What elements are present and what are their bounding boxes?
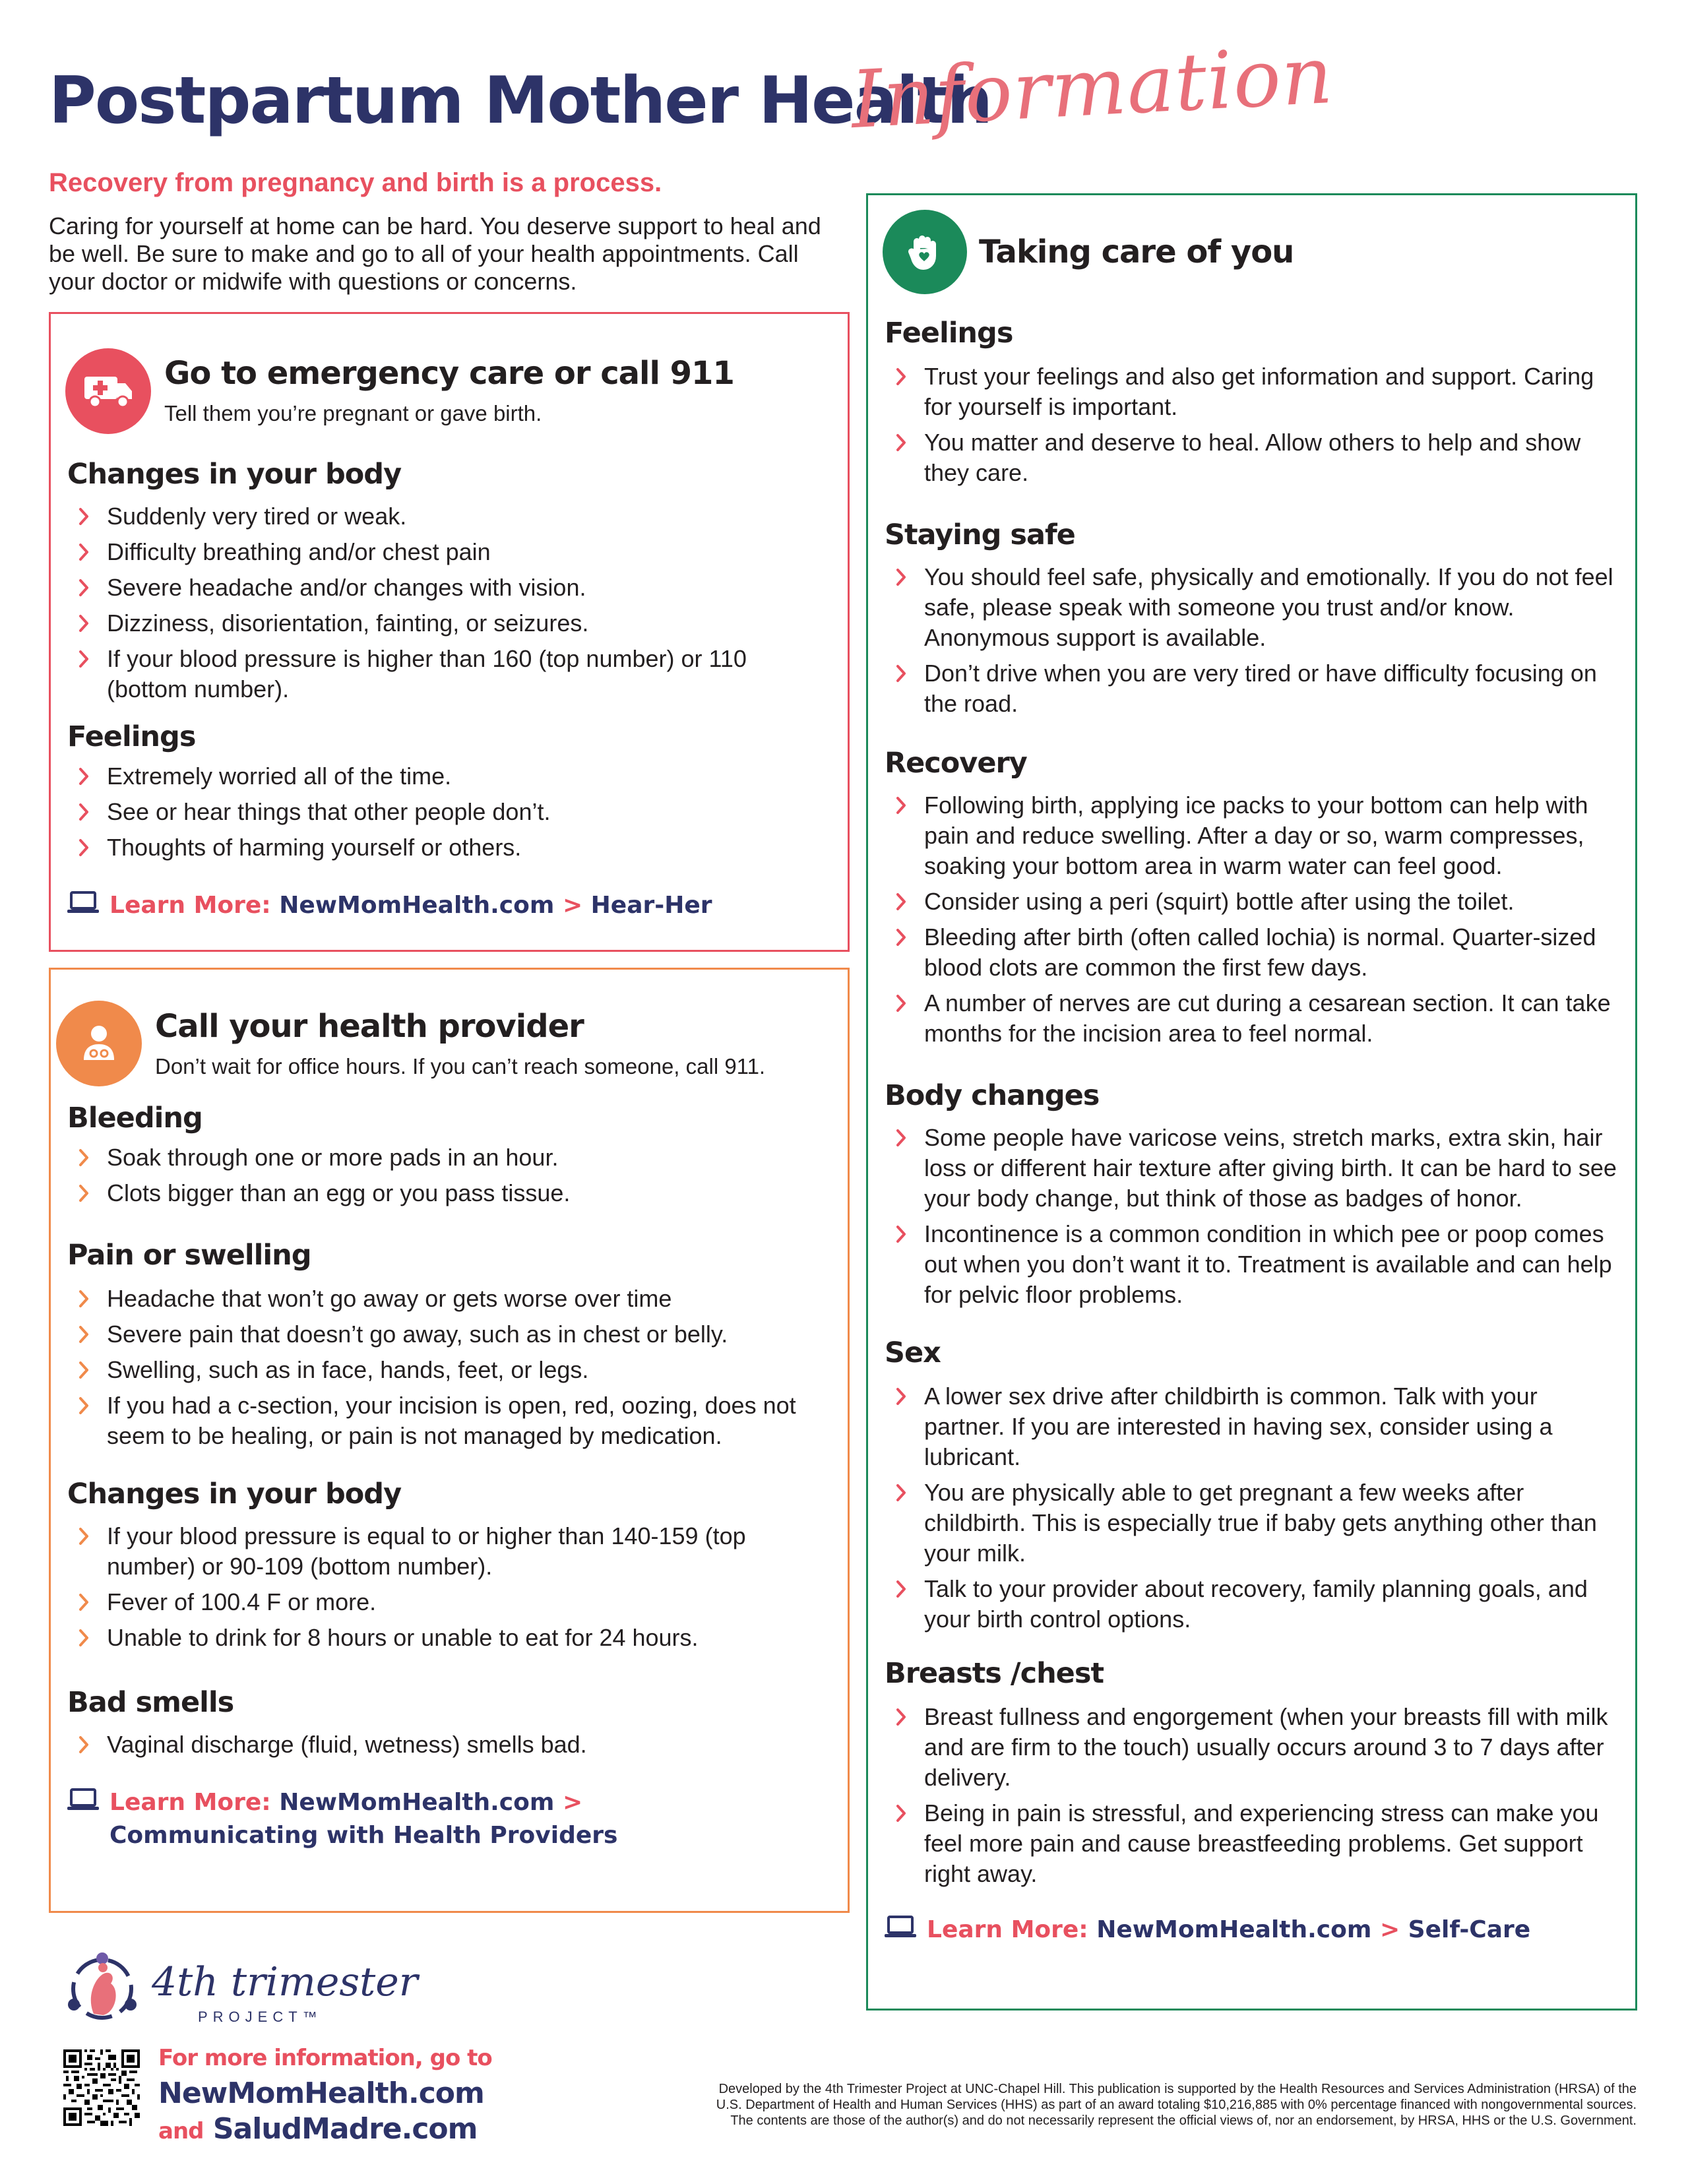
more-info-label: For more information, go to — [158, 2045, 492, 2071]
list-item: A number of nerves are cut during a cesarean section. It can take months for the incision area to feel normal. — [885, 988, 1630, 1049]
chevron-right-icon — [74, 1390, 94, 1421]
logo-subtext: PROJECT™ — [198, 2009, 323, 2025]
list-item: See or hear things that other people don’t. — [67, 797, 826, 827]
provider-title: Call your health provider — [155, 1008, 584, 1045]
provider-panel — [49, 968, 850, 1913]
emergency-feelings-list — [67, 761, 826, 868]
list-item: Incontinence is a common condition in which pee or poop comes out when you don’t want it to. Treatment is available and can help for pelvic floor problems. — [885, 1219, 1630, 1310]
list-item: Dizziness, disorientation, fainting, or seizures. — [67, 608, 826, 639]
list-item: Trust your feelings and also get information and support. Caring for yourself is important. — [885, 361, 1623, 422]
laptop-icon — [67, 1787, 99, 1820]
chevron-right-icon — [891, 562, 911, 592]
section-heading: Pain or swelling — [67, 1239, 311, 1272]
chevron-right-icon — [74, 1319, 94, 1350]
list-item: Consider using a peri (squirt) bottle after using the toilet. — [885, 887, 1630, 917]
chevron-right-icon — [74, 501, 94, 532]
chevron-right-icon — [74, 1730, 94, 1760]
chevron-right-icon — [74, 1284, 94, 1314]
list-item: Being in pain is stressful, and experiencing stress can make you feel more pain and cause breastfeeding problems. Get support right away. — [885, 1798, 1630, 1889]
list-item: Swelling, such as in face, hands, feet, or legs. — [67, 1355, 839, 1385]
laptop-icon — [885, 1914, 916, 1947]
section-heading: Changes in your body — [67, 458, 402, 491]
list-item: Headache that won’t go away or gets worse over time — [67, 1284, 839, 1314]
provider-body-list — [67, 1521, 826, 1658]
list-item: A lower sex drive after childbirth is common. Talk with your partner. If you are interested in having sex, consider using a lubricant. — [885, 1381, 1623, 1472]
chevron-right-icon — [891, 790, 911, 821]
heart-hand-icon — [883, 210, 967, 294]
list-item: Thoughts of harming yourself or others. — [67, 832, 826, 863]
list-item: Some people have varicose veins, stretch marks, extra skin, hair loss or different hair texture after giving birth. It can be hard to see your body change, but think of those as badges of honor. — [885, 1123, 1630, 1214]
list-item: Severe pain that doesn’t go away, such as in chest or belly. — [67, 1319, 839, 1350]
section-heading: Feelings — [67, 720, 196, 753]
chevron-right-icon — [891, 427, 911, 458]
page-title: Postpartum Mother Health — [49, 63, 991, 139]
chevron-right-icon — [891, 1381, 911, 1412]
section-heading: Breasts /chest — [885, 1657, 1104, 1690]
emergency-panel — [49, 312, 850, 952]
chevron-right-icon — [74, 797, 94, 827]
chevron-right-icon — [891, 922, 911, 952]
chevron-right-icon — [891, 887, 911, 917]
emergency-body-list — [67, 501, 826, 710]
chevron-right-icon — [891, 1702, 911, 1732]
list-item: Talk to your provider about recovery, family planning goals, and your birth control options. — [885, 1574, 1623, 1635]
laptop-icon — [67, 890, 99, 923]
intro-headline: Recovery from pregnancy and birth is a process. — [49, 168, 662, 197]
logo-wordmark: 4th trimester — [152, 1959, 418, 2005]
section-heading: Body changes — [885, 1079, 1100, 1112]
list-item: If you had a c-section, your incision is open, red, oozing, does not seem to be healing, or pain is not managed by medication. — [67, 1390, 839, 1451]
selfcare-title: Taking care of you — [979, 234, 1294, 270]
provider-bleeding-list — [67, 1142, 826, 1214]
section-heading: Changes in your body — [67, 1478, 402, 1511]
site-link-saludmadre[interactable]: SaludMadre.com — [212, 2112, 478, 2146]
emergency-subtitle: Tell them you’re pregnant or gave birth. — [164, 401, 542, 425]
chevron-right-icon — [891, 658, 911, 689]
selfcare-feelings-list — [885, 361, 1623, 493]
chevron-right-icon — [891, 988, 911, 1018]
chevron-right-icon — [74, 1355, 94, 1385]
chevron-right-icon — [891, 1798, 911, 1828]
provider-smells-list — [67, 1730, 826, 1765]
list-item: Soak through one or more pads in an hour. — [67, 1142, 826, 1173]
site-line-2: and SaludMadre.com — [158, 2112, 478, 2146]
selfcare-recovery-list — [885, 790, 1630, 1054]
selfcare-body-list — [885, 1123, 1630, 1315]
selfcare-safe-list — [885, 562, 1623, 724]
chevron-right-icon — [891, 1574, 911, 1604]
section-heading: Bad smells — [67, 1686, 234, 1719]
list-item: You are physically able to get pregnant a few weeks after childbirth. This is especially true if baby gets anything other than your milk. — [885, 1478, 1623, 1569]
selfcare-panel — [866, 193, 1637, 2011]
emergency-title: Go to emergency care or call 911 — [164, 355, 734, 392]
chevron-right-icon — [74, 1142, 94, 1173]
qr-code — [63, 2049, 140, 2126]
learn-more-link[interactable]: Learn More: NewMomHealth.com > Self-Care — [885, 1914, 1530, 1947]
list-item: You matter and deserve to heal. Allow others to help and show they care. — [885, 427, 1623, 488]
list-item: Following birth, applying ice packs to your bottom can help with pain and reduce swelling. After a day or so, warm compresses, soaking your bottom area in warm water can feel good. — [885, 790, 1630, 881]
chevron-right-icon — [74, 644, 94, 674]
ambulance-icon — [65, 348, 151, 434]
section-heading: Sex — [885, 1336, 941, 1369]
chevron-right-icon — [891, 1478, 911, 1508]
learn-more-link[interactable]: Learn More: NewMomHealth.com > — [67, 1786, 582, 1820]
chevron-right-icon — [74, 832, 94, 863]
funding-credit: Developed by the 4th Trimester Project at UNC-Chapel Hill. This publication is supported by the Health Resources and Services Administration (HRSA) of the U.S. Department of Health and Human Services (HHS) as part of an award totaling $10,216,885 with 0% percentage financed with nongovernmental sources. The contents are those of the author(s) and do not necessarily represent the official views of, nor an endorsement, by HRSA, HHS or the U.S. Government. — [716, 2082, 1637, 2128]
list-item: If your blood pressure is equal to or higher than 140-159 (top number) or 90-109 (bottom number). — [67, 1521, 826, 1582]
selfcare-sex-list — [885, 1381, 1623, 1640]
intro-body: Caring for yourself at home can be hard. You deserve support to heal and be well. Be sure to make and go to all of your health appointments. Call your doctor or midwife with questions or concerns. — [49, 212, 821, 295]
chevron-right-icon — [74, 1178, 94, 1208]
selfcare-breasts-list — [885, 1702, 1630, 1894]
list-item: Difficulty breathing and/or chest pain — [67, 537, 826, 567]
list-item: Don’t drive when you are very tired or have difficulty focusing on the road. — [885, 658, 1623, 719]
list-item: Breast fullness and engorgement (when your breasts fill with milk and are firm to the touch) usually occurs around 3 to 7 days after delivery. — [885, 1702, 1630, 1793]
list-item: Extremely worried all of the time. — [67, 761, 826, 792]
chevron-right-icon — [891, 361, 911, 392]
chevron-right-icon — [74, 1521, 94, 1551]
chevron-right-icon — [74, 608, 94, 639]
list-item: Vaginal discharge (fluid, wetness) smells bad. — [67, 1730, 826, 1760]
section-heading: Bleeding — [67, 1102, 203, 1135]
list-item: Unable to drink for 8 hours or unable to eat for 24 hours. — [67, 1623, 826, 1653]
list-item: Fever of 100.4 F or more. — [67, 1587, 826, 1617]
chevron-right-icon — [74, 1623, 94, 1653]
chevron-right-icon — [891, 1219, 911, 1249]
list-item: Clots bigger than an egg or you pass tissue. — [67, 1178, 826, 1208]
section-heading: Feelings — [885, 317, 1013, 350]
page-title-script: Information — [848, 29, 1336, 147]
list-item: Severe headache and/or changes with vision. — [67, 573, 826, 603]
provider-pain-list — [67, 1284, 839, 1456]
doctor-icon — [56, 1001, 142, 1086]
section-heading: Recovery — [885, 747, 1027, 780]
chevron-right-icon — [891, 1123, 911, 1153]
chevron-right-icon — [74, 761, 94, 792]
chevron-right-icon — [74, 573, 94, 603]
list-item: You should feel safe, physically and emotionally. If you do not feel safe, please speak with someone you trust and/or know. Anonymous support is available. — [885, 562, 1623, 653]
list-item: Bleeding after birth (often called lochia) is normal. Quarter-sized blood clots are common the first few days. — [885, 922, 1630, 983]
list-item: Suddenly very tired or weak. — [67, 501, 826, 532]
chevron-right-icon — [74, 1587, 94, 1617]
chevron-right-icon — [74, 537, 94, 567]
site-link-newmomhealth[interactable]: NewMomHealth.com — [158, 2076, 484, 2110]
learn-more-link[interactable]: Learn More: NewMomHealth.com > Hear-Her — [67, 889, 712, 923]
section-heading: Staying safe — [885, 518, 1075, 551]
4th-trimester-logo — [59, 1949, 145, 2032]
list-item: If your blood pressure is higher than 160 (top number) or 110 (bottom number). — [67, 644, 826, 704]
provider-subtitle: Don’t wait for office hours. If you can’t reach someone, call 911. — [155, 1054, 766, 1078]
learn-more-page[interactable]: Communicating with Health Providers — [109, 1822, 618, 1849]
